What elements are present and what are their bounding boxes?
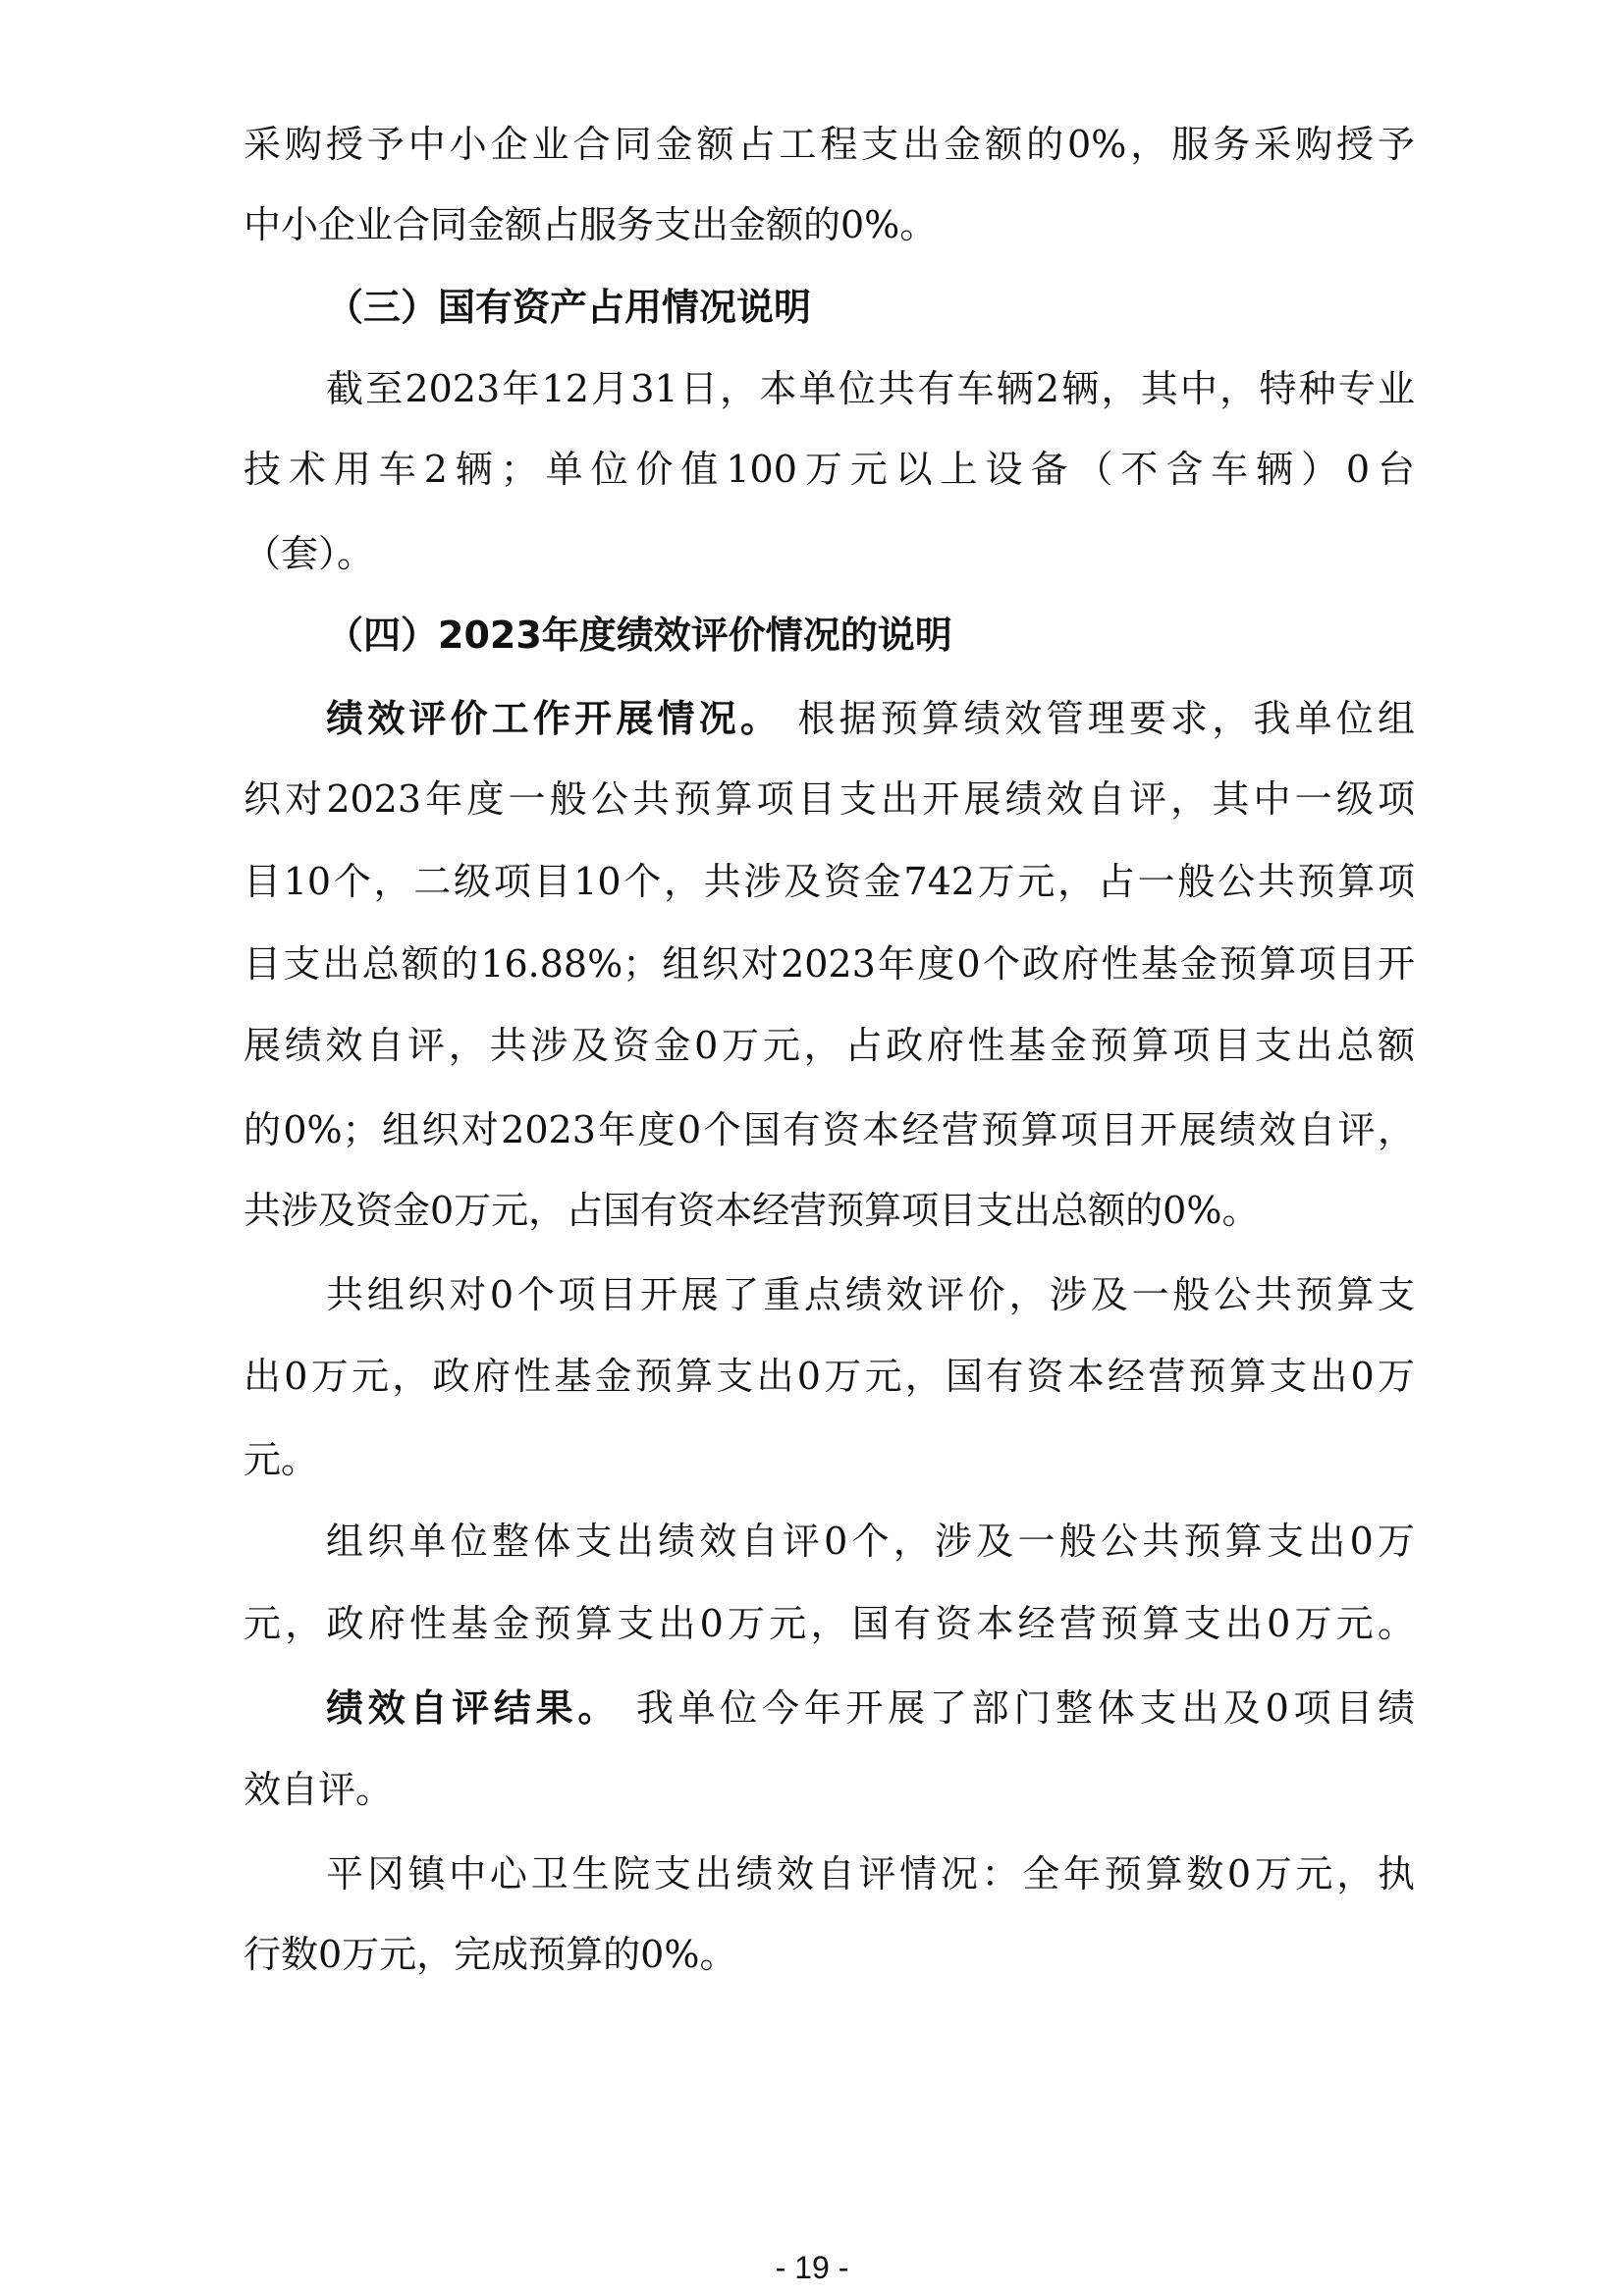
paragraph-line: 出0万元，政府性基金预算支出0万元，国有资本经营预算支出0万	[244, 1355, 1415, 1398]
paragraph-line: （套）。	[244, 532, 375, 575]
paragraph-line: 组织单位整体支出绩效自评0个，涉及一般公共预算支出0万	[326, 1520, 1415, 1563]
paragraph-line: 的0%；组织对2023年度0个国有资本经营预算项目开展绩效自评，	[244, 1108, 1415, 1151]
paragraph-line: 目支出总额的16.88%；组织对2023年度0个政府性基金预算项目开	[244, 942, 1415, 986]
section-heading-3: （三）国有资产占用情况说明	[326, 286, 812, 329]
paragraph-line: 共组织对0个项目开展了重点绩效评价，涉及一般公共预算支	[326, 1273, 1415, 1316]
bold-lead: 绩效自评结果。	[326, 1686, 621, 1730]
paragraph-line: 绩效评价工作开展情况。 根据预算绩效管理要求，我单位组	[326, 697, 1415, 740]
paragraph-line: 中小企业合同金额占服务支出金额的0%。	[244, 203, 938, 246]
paragraph-line: 目10个，二级项目10个，共涉及资金742万元，占一般公共预算项	[244, 860, 1415, 903]
paragraph-line: 行数0万元，完成预算的0%。	[244, 1933, 737, 1976]
paragraph-line: 采购授予中小企业合同金额占工程支出金额的0%，服务采购授予	[244, 123, 1415, 166]
bold-lead: 绩效评价工作开展情况。	[326, 697, 783, 740]
paragraph-line: 截至2023年12月31日，本单位共有车辆2辆，其中，特种专业	[326, 367, 1415, 410]
paragraph-line: 平冈镇中心卫生院支出绩效自评情况：全年预算数0万元，执	[326, 1852, 1415, 1896]
paragraph-line: 元。	[244, 1438, 319, 1481]
section-heading-4: （四）2023年度绩效评价情况的说明	[326, 614, 952, 657]
paragraph-line: 效自评。	[244, 1768, 394, 1811]
paragraph-line: 元，政府性基金预算支出0万元，国有资本经营预算支出0万元。	[244, 1602, 1415, 1645]
paragraph-line: 织对2023年度一般公共预算项目支出开展绩效自评，其中一级项	[244, 777, 1415, 821]
page-number: - 19 -	[775, 2250, 849, 2285]
paragraph-line: 展绩效自评，共涉及资金0万元，占政府性基金预算项目支出总额	[244, 1024, 1415, 1067]
paragraph-line: 共涉及资金0万元，占国有资本经营预算项目支出总额的0%。	[244, 1189, 1260, 1232]
paragraph-line: 技术用车2辆；单位价值100万元以上设备（不含车辆）0台	[244, 448, 1415, 491]
paragraph-line: 绩效自评结果。 我单位今年开展了部门整体支出及0项目绩	[326, 1686, 1415, 1730]
